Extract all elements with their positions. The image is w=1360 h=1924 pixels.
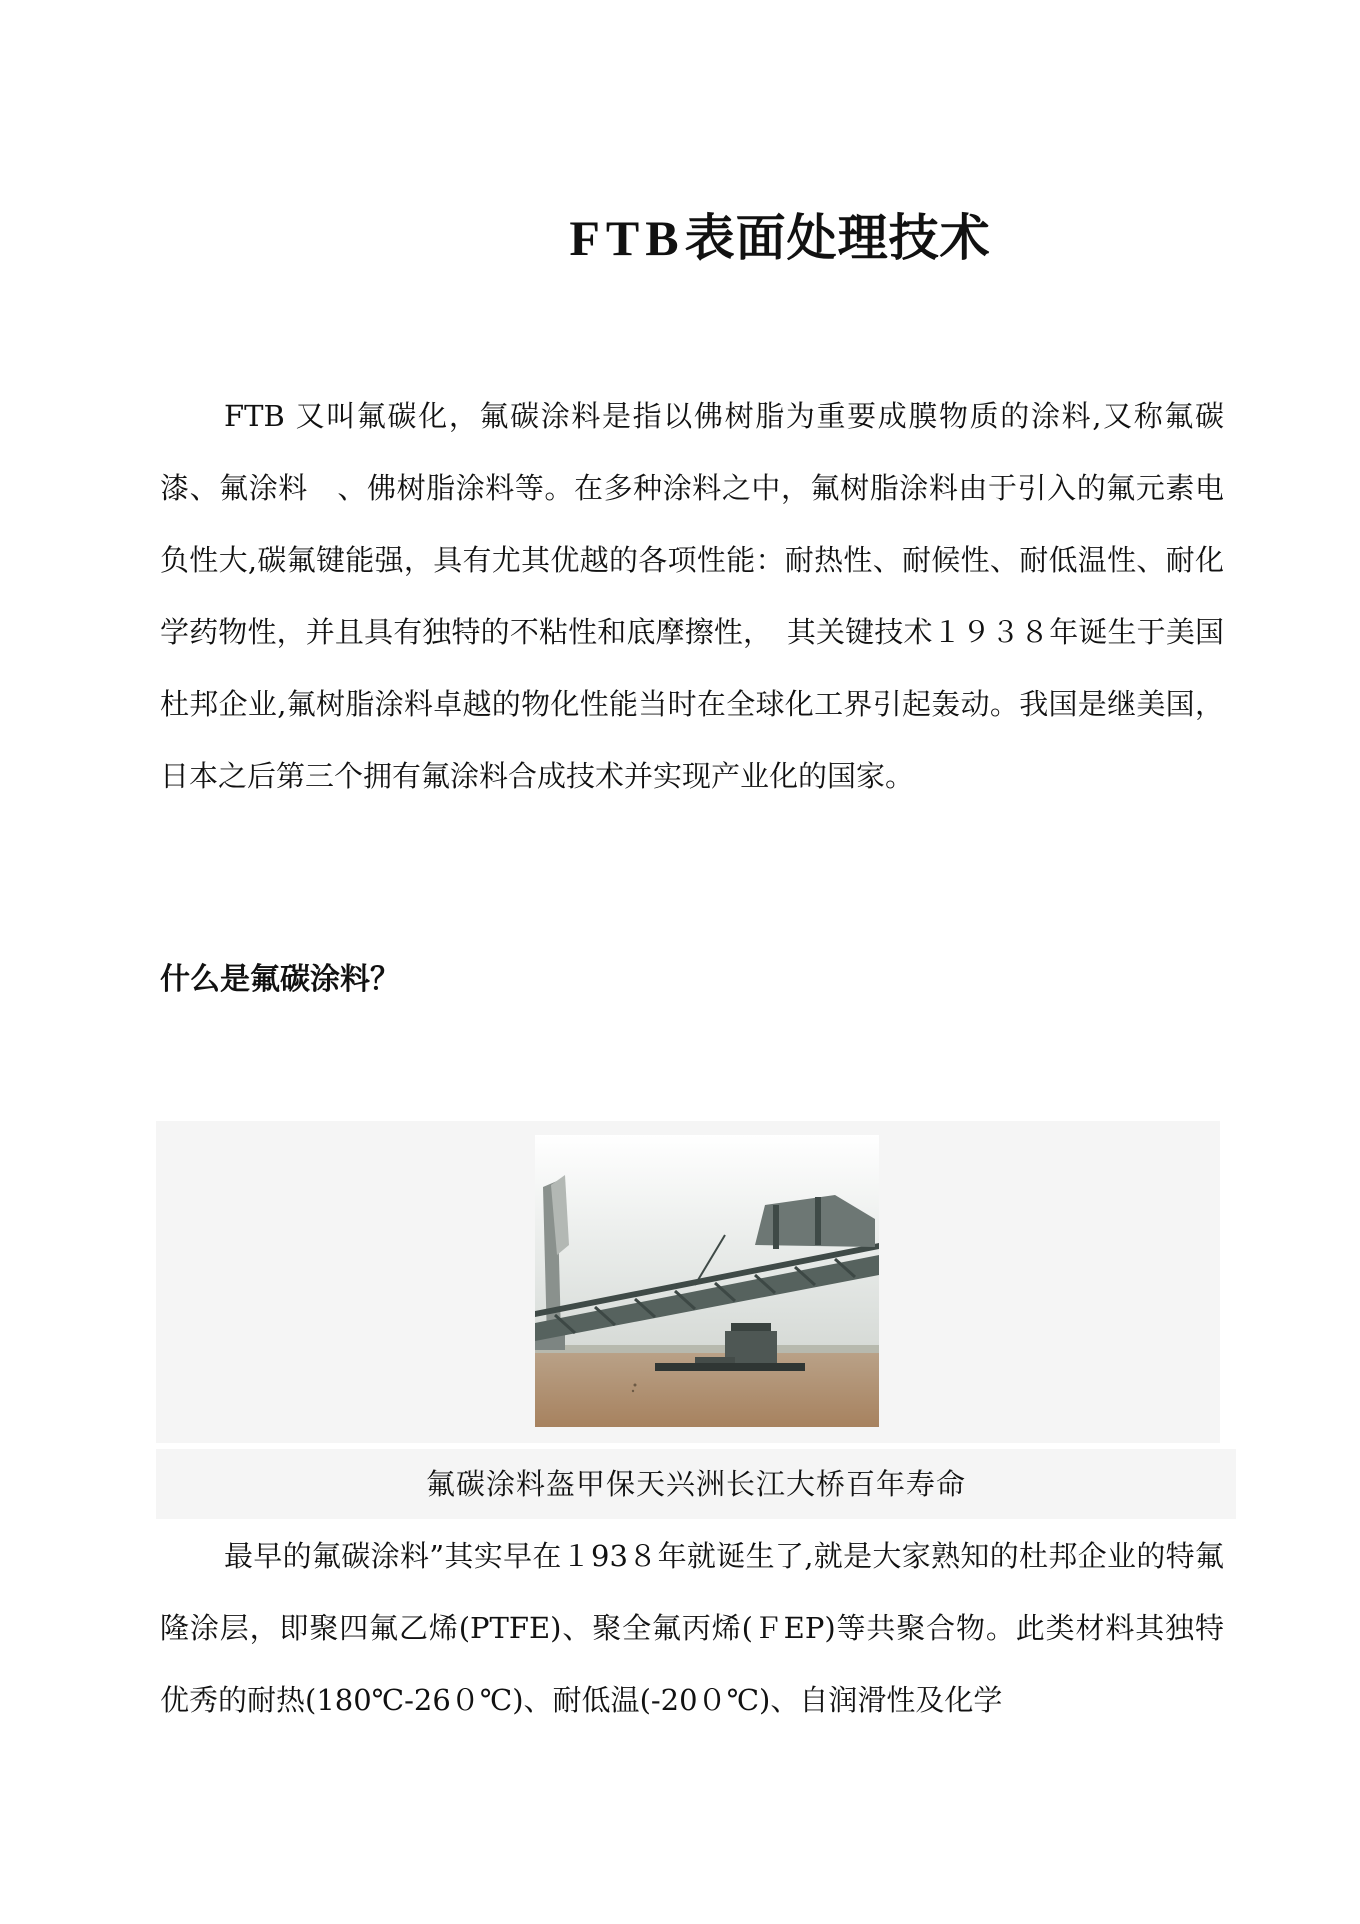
section-heading: 什么是氟碳涂料？ [160,962,400,997]
title-cjk: 表面处理技术 [684,207,991,267]
figure-caption: 氟碳涂料盔甲保天兴洲长江大桥百年寿命 [156,1449,1236,1519]
title-latin: FTB [569,209,685,266]
bridge-photo [535,1135,879,1427]
document-title [0,199,1360,277]
intro-paragraph: FTB 又叫氟碳化，氟碳涂料是指以佛树脂为重要成膜物质的涂料,又称氟碳漆、氟涂料 、佛树脂涂料等。在多种涂料之中，氟树脂涂料由于引入的氟元素电负性大,碳氟键能强，具有尤其优越的各项性能：耐热性、耐候性、耐低温性、耐化学药物性，并且具有独特的不粘性和底摩擦性， 其关键技术１９３８年诞生于美国杜邦企业,氟树脂涂料卓越的物化性能当时在全球化工界引起轰动。我国是继美国，日本之后第三个拥有氟涂料合成技术并实现产业化的国家。 [160,399,1224,793]
body-paragraph: 最早的氟碳涂料”其实早在１93８年就诞生了,就是大家熟知的杜邦企业的特氟隆涂层，即聚四氟乙烯(PTFE)、聚全氟丙烯(ＦEP)等共聚合物。此类材料其独特优秀的耐热(180℃-26０℃)、耐低温(-20０℃)、自润滑性及化学 [160,1539,1224,1717]
figure-container [156,1121,1220,1443]
